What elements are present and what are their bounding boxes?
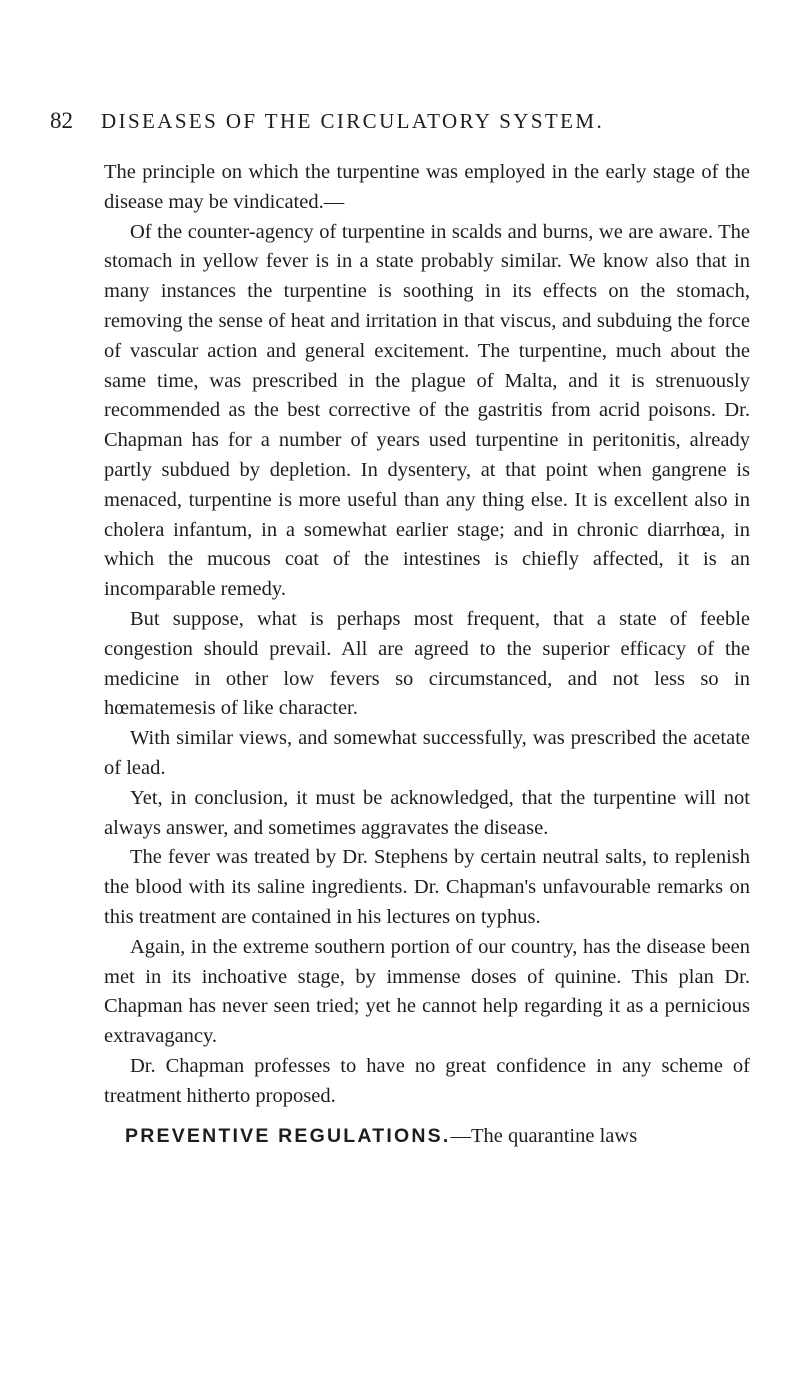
paragraph: Again, in the extreme southern portion of our country, has the disease been met in its inchoative stage, by immense doses of quinine. This plan Dr. Chapman has never seen tried; yet he cannot help regarding it as a pernicious extravagancy. xyxy=(104,935,750,1048)
paragraph: Of the counter-agency of turpentine in scalds and burns, we are aware. The stomach in yellow fever is in a state probably similar. We know also that in many instances the turpentine is soothing in its effects on the stomach, removing the sense of heat and irritation in that viscus, and subduing the force of vascular action and general excitement. The turpentine, much about the same time, was prescribed in the plague of Malta, and it is strenuously recommended as the best corrective of the gastritis from acrid poisons. Dr. Chapman has for a number of years used turpentine in peritonitis, already partly subdued by depletion. In dysentery, at that point when gangrene is menaced, turpentine is more useful than any thing else. It is excellent also in cholera infantum, in a somewhat earlier stage; and in chronic diarrhœa, in which the mucous coat of the intestines is chiefly affected, it is an incomparable remedy. xyxy=(104,220,750,601)
running-title: DISEASES OF THE CIRCULATORY SYSTEM. xyxy=(101,109,605,133)
paragraph: The fever was treated by Dr. Stephens by certain neutral salts, to replenish the blood with its saline ingredients. Dr. Chapman's unfavourable remarks on this treatment are contained in his lectures on typhus. xyxy=(104,846,750,928)
running-head xyxy=(50,108,750,138)
section-text: —The quarantine laws xyxy=(450,1124,638,1147)
paragraph: With similar views, and somewhat successfully, was prescribed the acetate of lead. xyxy=(104,727,750,779)
paragraph: The principle on which the turpentine was employed in the early stage of the disease may be vindicated.— xyxy=(104,161,750,213)
paragraph: Yet, in conclusion, it must be acknowledged, that the turpentine will not always answer, and sometimes aggravates the disease. xyxy=(104,786,750,839)
paragraph: Dr. Chapman professes to have no great confidence in any scheme of treatment hitherto proposed. xyxy=(104,1054,750,1107)
page-number: 82 xyxy=(50,108,73,133)
section-paragraph xyxy=(104,1122,750,1152)
body-text xyxy=(104,158,750,1151)
section-heading: PREVENTIVE REGULATIONS. xyxy=(125,1124,451,1147)
paragraph: But suppose, what is perhaps most frequent, that a state of feeble congestion should prevail. All are agreed to the superior efficacy of the medicine in other low fevers so circumstanced, and not less so in hœmatemesis of like character. xyxy=(104,607,750,720)
